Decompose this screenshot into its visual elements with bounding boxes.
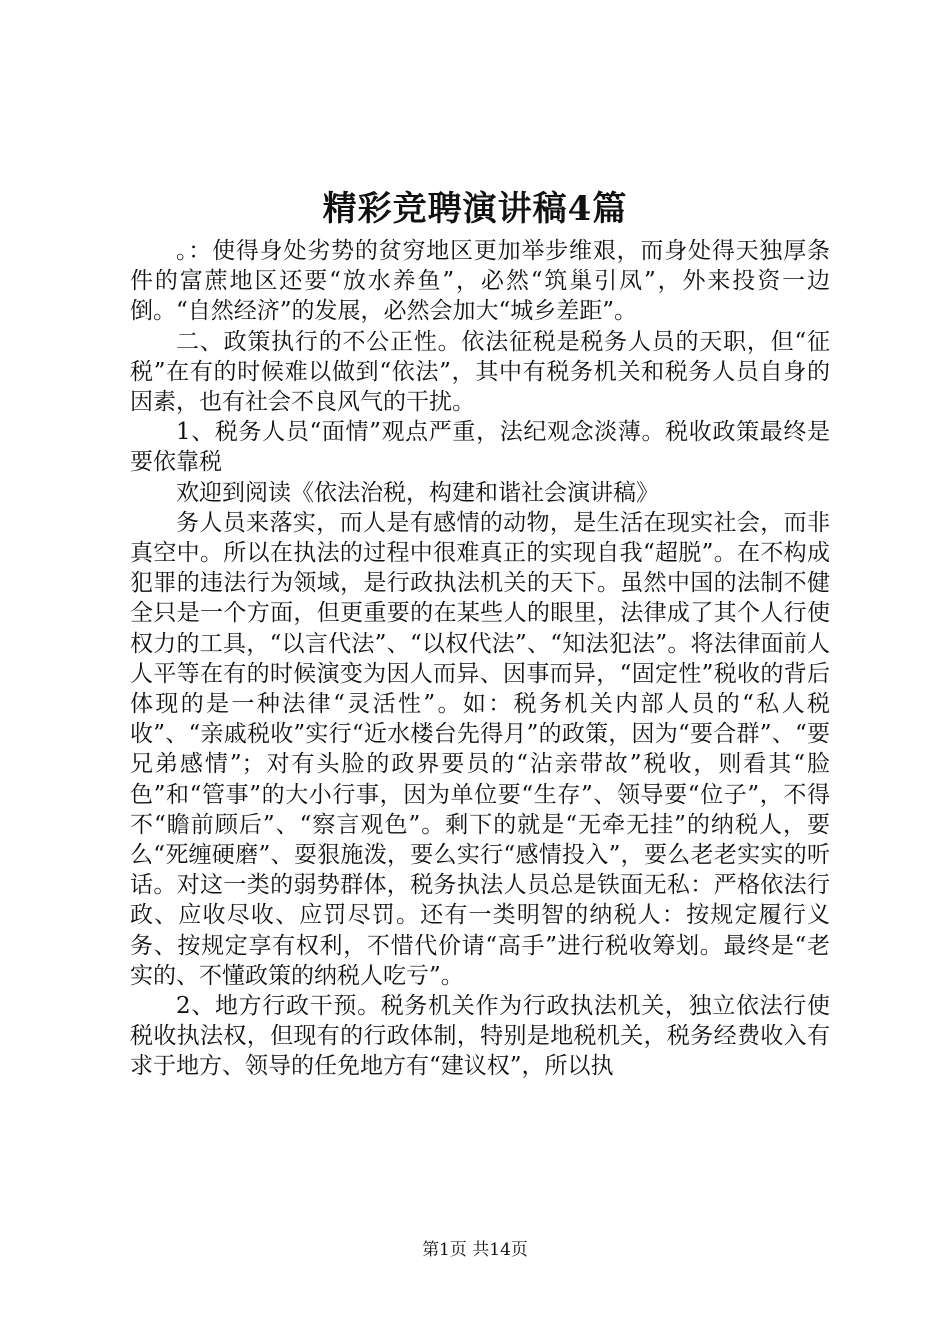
paragraph-5: 务人员来落实，而人是有感情的动物，是生活在现实社会，而非真空中。所以在执法的过程中很难真正的实现自我“超脱”。在不构成犯罪的违法行为领域，是行政执法机关的天下。虽然中国的法制不健全只是一个方面，但更重要的在某些人的眼里，法律成了其个人行使权力的工具，“以言代法”、“以权代法”、“知法犯法”。将法律面前人人平等在有的时候演变为因人而异、因事而异，“固定性”税收的背后体现的是一种法律“灵活性”。如：税务机关内部人员的“私人税收”、“亲戚税收”实行“近水楼台先得月”的政策，因为“要合群”、“要兄弟感情”；对有头脸的政界要员的“沾亲带故”税收，则看其“脸色”和“管事”的大小行事，因为单位要“生存”、领导要“位子”，不得不“瞻前顾后”、“察言观色”。剩下的就是“无牵无挂”的纳税人，要么“死缠硬磨”、耍狠施泼，要么实行“感情投入”，要么老老实实的听话。对这一类的弱势群体，税务执法人员总是铁面无私：严格依法行政、应收尽收、应罚尽罚。还有一类明智的纳税人：按规定履行义务、按规定享有权利，不惜代价请“高手”进行税收筹划。最终是“老实的、不懂政策的纳税人吃亏”。 [130,509,830,989]
paragraph-6: 2、地方行政干预。税务机关作为行政执法机关，独立依法行使税收执法权，但现有的行政体制，特别是地税机关，税务经费收入有求于地方、领导的任免地方有“建议权”，所以执 [130,993,830,1080]
page-number-footer: 第1页 共14页 [422,1240,528,1260]
document-body [130,236,830,1082]
paragraph-1: 。：使得身处劣势的贫穷地区更加举步维艰，而身处得天独厚条件的富蔗地区还要“放水养鱼”，必然“筑巢引凤”，外来投资一边倒。“自然经济”的发展，必然会加大“城乡差距”。 [130,238,830,325]
paragraph-2: 二、政策执行的不公正性。依法征税是税务人员的天职，但“征税”在有的时候难以做到“依法”，其中有税务机关和税务人员自身的因素，也有社会不良风气的干扰。 [130,328,830,416]
document-title: 精彩竞聘演讲稿4篇 [322,189,628,229]
paragraph-4-reading-link: 欢迎到阅读《依法治税，构建和谐社会演讲稿》 [176,479,659,506]
paragraph-3: 1、税务人员“面情”观点严重，法纪观念淡薄。税收政策最终是要依靠税 [130,419,830,476]
